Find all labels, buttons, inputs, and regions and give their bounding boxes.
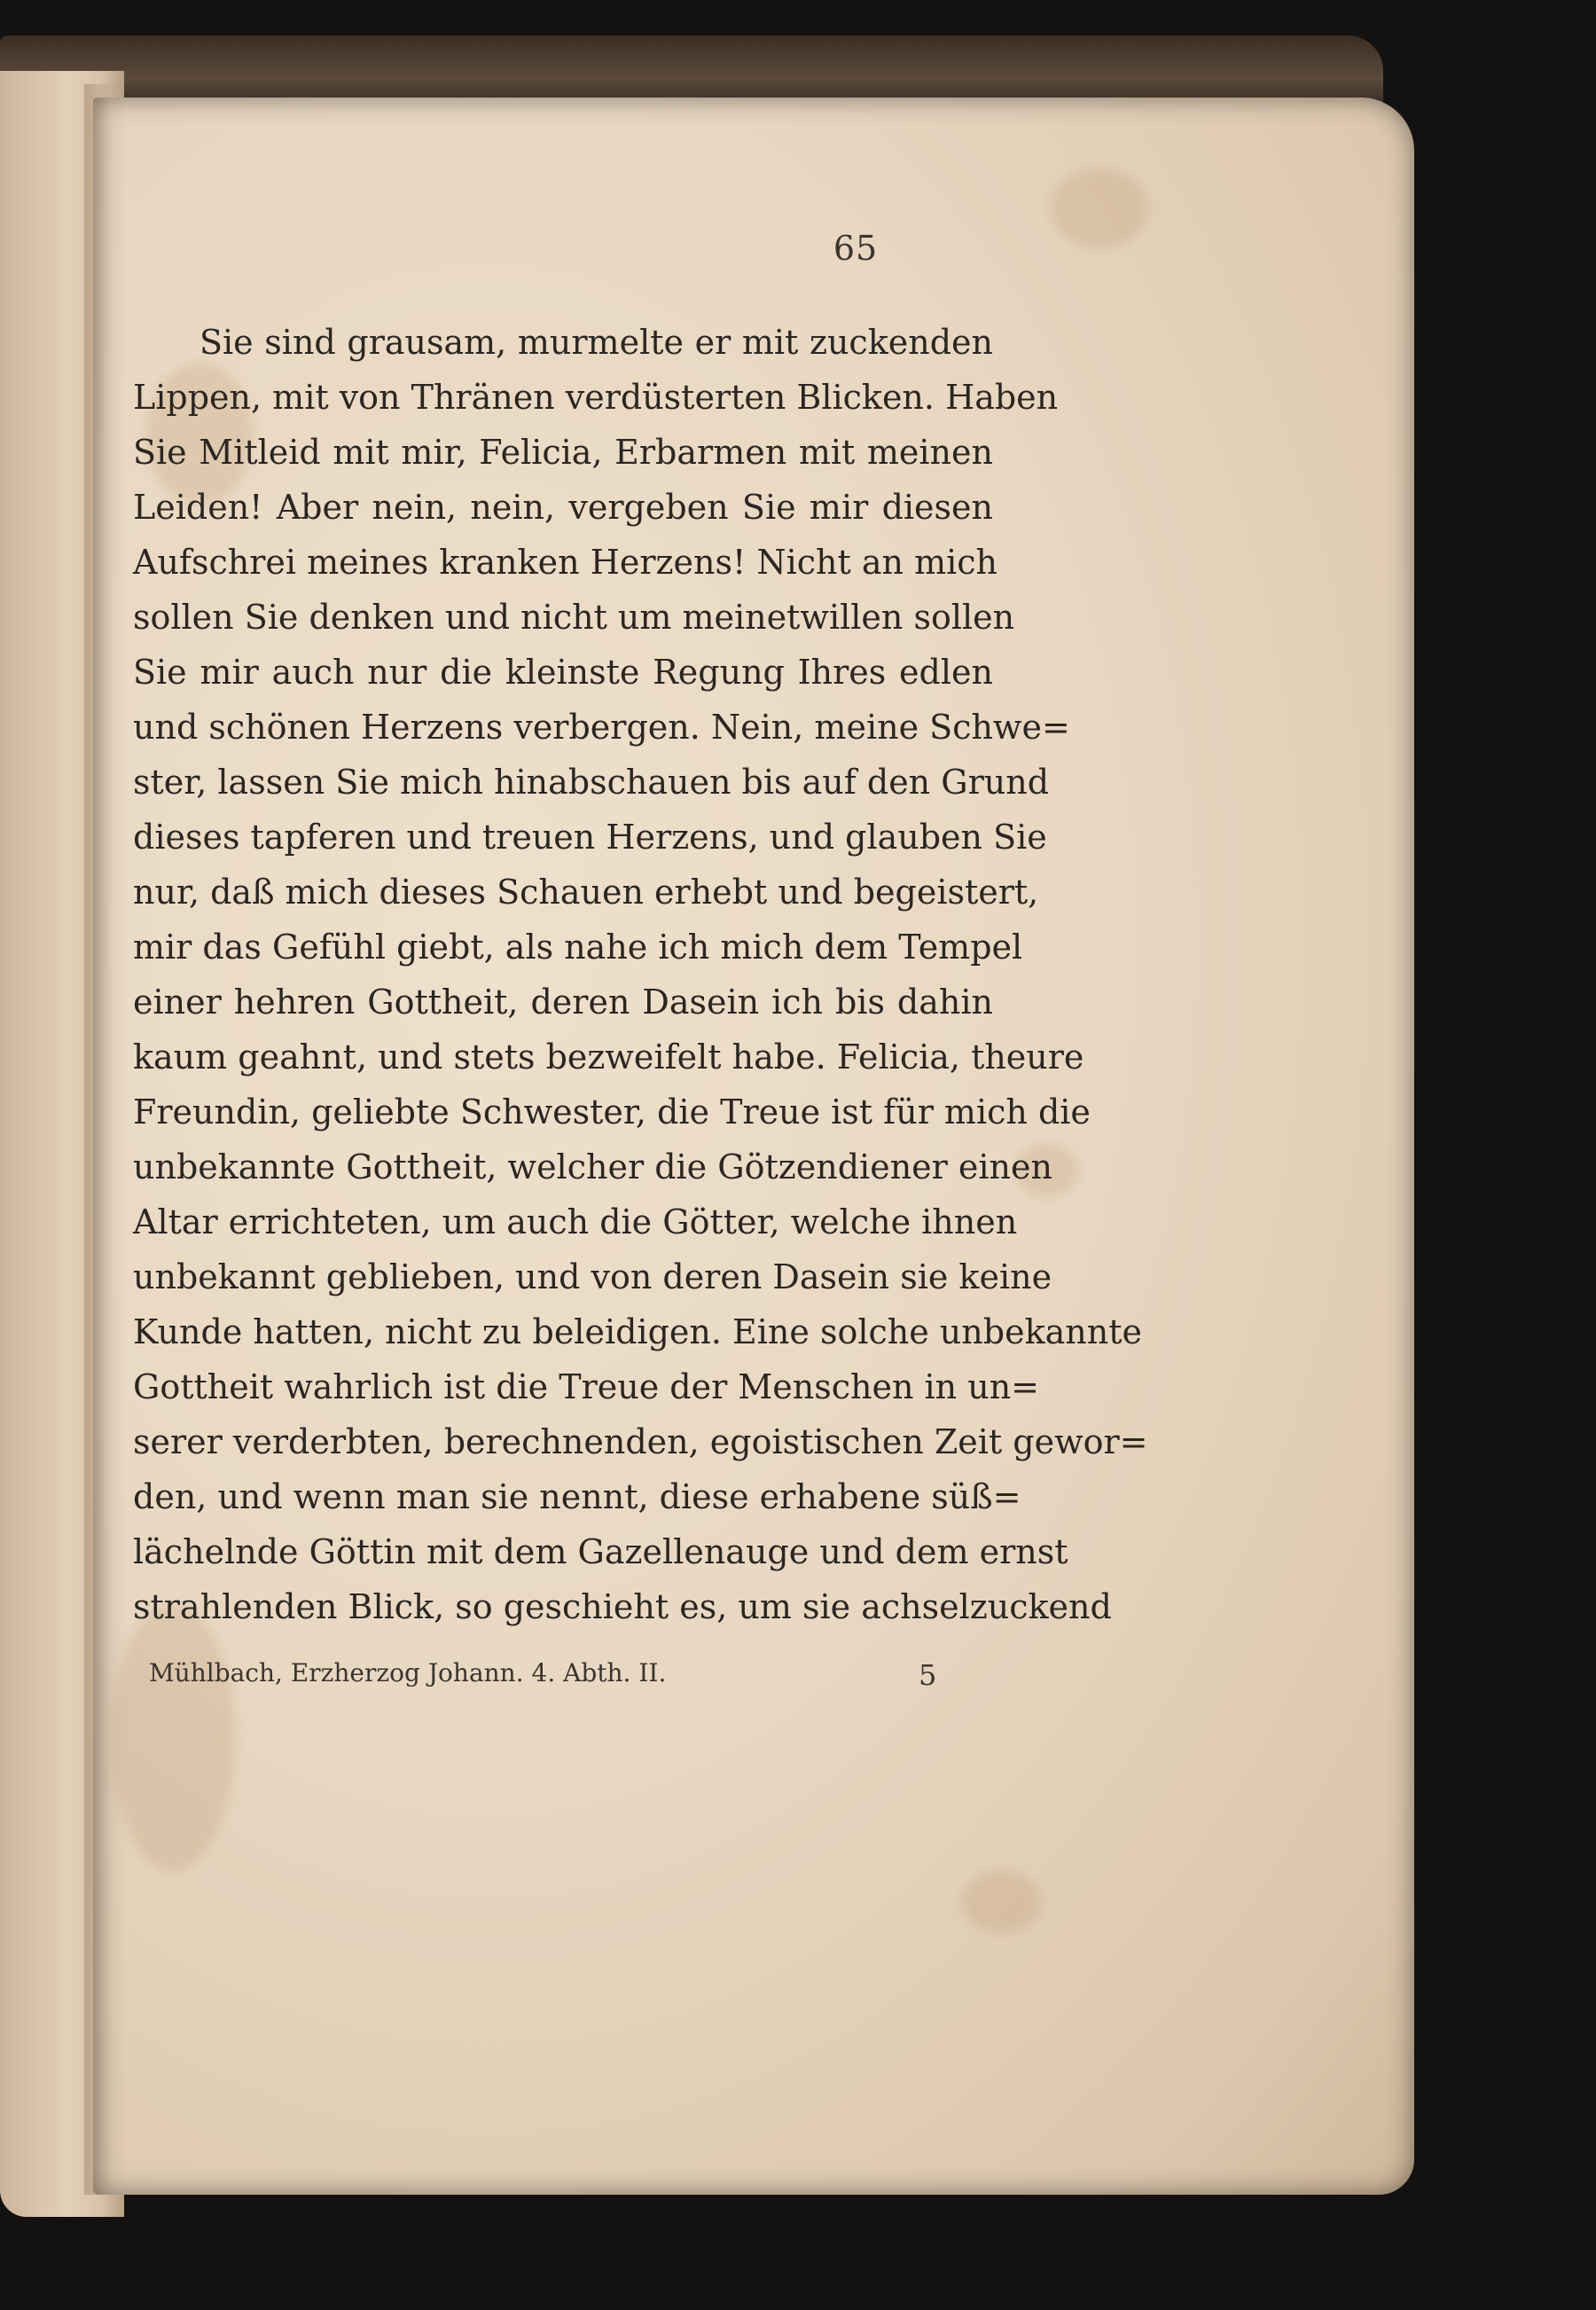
page-footer bbox=[149, 1658, 965, 1703]
text-line: Leiden! Aber nein, nein, vergeben Sie mir diesen bbox=[133, 488, 993, 527]
text-line: einer hehren Gottheit, deren Dasein ich bis dahin bbox=[133, 983, 993, 1022]
text-line: Gottheit wahrlich ist die Treue der Menschen in un= bbox=[133, 1367, 1040, 1406]
text-line: Altar errichteten, um auch die Götter, welche ihnen bbox=[133, 1202, 1018, 1241]
text-line: Aufschrei meines kranken Herzens! Nicht an mich bbox=[133, 543, 998, 582]
page-number: 65 bbox=[833, 229, 879, 268]
text-line: Kunde hatten, nicht zu beleidigen. Eine solche unbekannte bbox=[133, 1312, 1142, 1351]
text-line: Sie Mitleid mit mir, Felicia, Erbarmen mit meinen bbox=[133, 433, 993, 472]
page-gutter bbox=[84, 84, 129, 2195]
footer-sheet-number: 5 bbox=[919, 1658, 937, 1692]
text-line: unbekannt geblieben, und von deren Dasein sie keine bbox=[133, 1257, 1052, 1296]
paper-stain bbox=[111, 1605, 235, 1871]
text-line: sollen Sie denken und nicht um meinetwillen sollen bbox=[133, 598, 1015, 637]
text-line: Freundin, geliebte Schwester, die Treue ist für mich die bbox=[133, 1092, 1091, 1132]
text-line: Lippen, mit von Thränen verdüsterten Blicken. Haben bbox=[133, 378, 1059, 417]
footer-signature: Mühlbach, Erzherzog Johann. 4. Abth. II. bbox=[149, 1658, 667, 1687]
paper-stain bbox=[962, 1871, 1042, 1933]
text-line: kaum geahnt, und stets bezweifelt habe. Felicia, theure bbox=[133, 1038, 1084, 1077]
text-line: unbekannte Gottheit, welcher die Götzendiener einen bbox=[133, 1147, 1052, 1186]
text-line: den, und wenn man sie nennt, diese erhabene süß= bbox=[133, 1477, 1021, 1516]
text-line: dieses tapferen und treuen Herzens, und glauben Sie bbox=[133, 818, 1047, 857]
text-line: mir das Gefühl giebt, als nahe ich mich dem Tempel bbox=[133, 928, 1023, 967]
page-body-text bbox=[133, 315, 1148, 1634]
text-line: und schönen Herzens verbergen. Nein, meine Schwe= bbox=[133, 708, 1070, 747]
text-line: nur, daß mich dieses Schauen erhebt und begeistert, bbox=[133, 873, 1039, 912]
text-line: strahlenden Blick, so geschieht es, um sie achselzuckend bbox=[133, 1587, 1112, 1626]
text-line: Sie sind grausam, murmelte er mit zuckenden bbox=[200, 323, 993, 362]
text-line: serer verderbten, berechnenden, egoistischen Zeit gewor= bbox=[133, 1422, 1148, 1461]
text-line: lächelnde Göttin mit dem Gazellenauge und dem ernst bbox=[133, 1532, 1068, 1571]
text-line: ster, lassen Sie mich hinabschauen bis auf den Grund bbox=[133, 763, 1050, 802]
text-line: Sie mir auch nur die kleinste Regung Ihres edlen bbox=[133, 653, 993, 692]
